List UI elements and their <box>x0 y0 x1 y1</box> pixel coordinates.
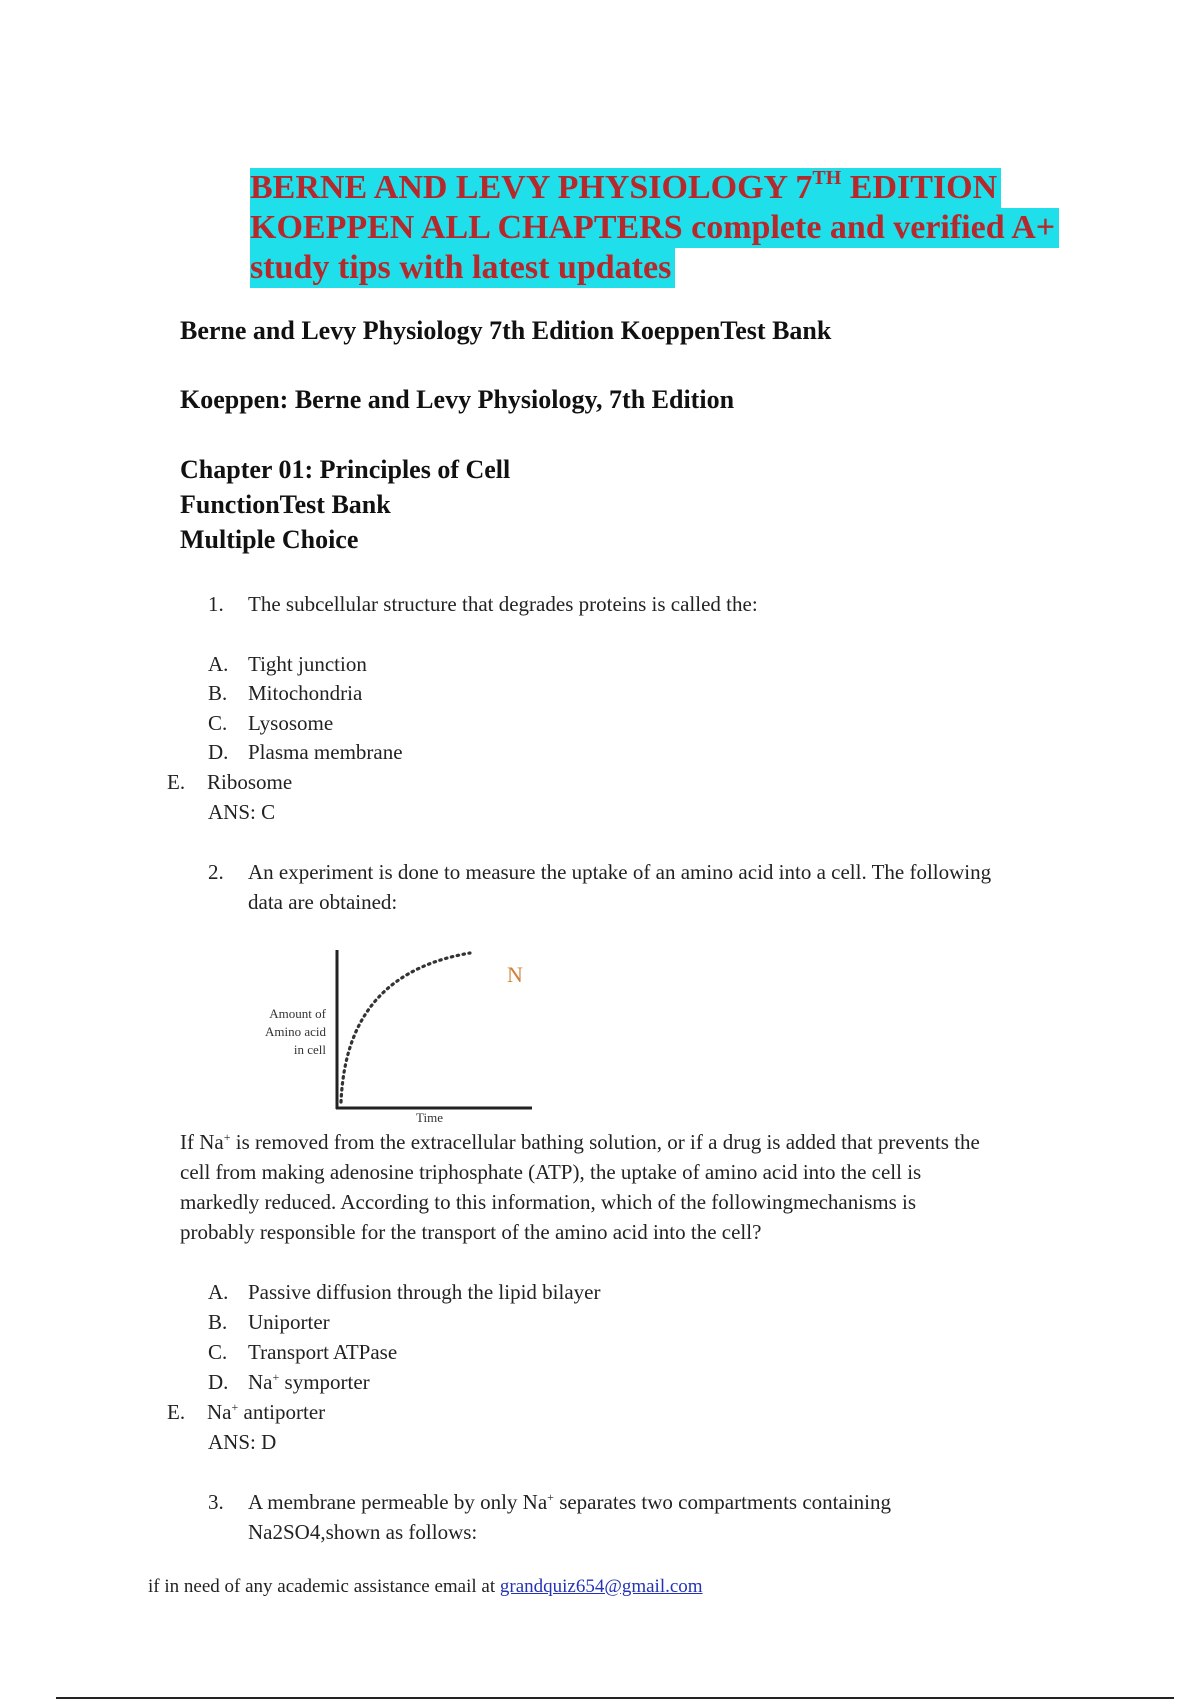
question-3 <box>208 1490 891 1515</box>
q2-option-c: C. Transport ATPase <box>208 1340 398 1364</box>
q1-option-c: C. Lysosome <box>208 711 334 735</box>
q2-paragraph-line1: If Na+ is removed from the extracellular bathing solution, or if a drug is added that prevents the <box>180 1130 980 1154</box>
bottom-rule <box>56 1697 1174 1699</box>
graph-y-label: Amount of Amino acid in cell <box>264 1006 326 1057</box>
email-link[interactable]: grandquiz654@gmail.com <box>499 1576 703 1597</box>
question-text: A membrane permeable by only Na+ separates two compartments containing <box>248 1490 892 1514</box>
q2-paragraph-line2: cell from making adenosine triphosphate (ATP), the uptake of amino acid into the cell is <box>180 1160 922 1184</box>
test-bank-heading: Berne and Levy Physiology 7th Edition KoeppenTest Bank <box>180 316 832 345</box>
title-line-2: KOEPPEN ALL CHAPTERS complete and verified A+ <box>250 208 1059 248</box>
question-2 <box>208 860 991 885</box>
footer-text: if in need of any academic assistance email at <box>148 1576 500 1597</box>
q1-option-a: A. Tight junction <box>208 652 367 676</box>
q2-option-b: B. Uniporter <box>208 1310 330 1334</box>
uptake-curve <box>341 953 470 1102</box>
q2-paragraph-line4: probably responsible for the transport of the amino acid into the cell? <box>180 1220 762 1244</box>
q2-option-a: A. Passive diffusion through the lipid bilayer <box>208 1280 601 1304</box>
chapter-heading: Chapter 01: Principles of Cell <box>180 455 511 484</box>
question-number: 1. <box>208 592 224 616</box>
title-line-1: BERNE AND LEVY PHYSIOLOGY 7TH EDITION <box>250 168 1001 208</box>
q2-paragraph-line3: markedly reduced. According to this information, which of the followingmechanisms is <box>180 1190 917 1214</box>
chapter-heading-line2: FunctionTest Bank <box>180 490 391 519</box>
q2-answer: ANS: D <box>208 1430 277 1454</box>
edition-heading: Koeppen: Berne and Levy Physiology, 7th Edition <box>180 385 735 414</box>
section-heading: Multiple Choice <box>180 525 359 554</box>
question-3-line2: Na2SO4,shown as follows: <box>248 1520 478 1544</box>
q1-option-d: D. Plasma membrane <box>208 740 403 764</box>
graph-x-label: Time <box>416 1110 443 1125</box>
question-1 <box>208 592 758 617</box>
question-number: 3. <box>208 1490 224 1514</box>
question-2-line2: data are obtained: <box>248 890 398 914</box>
q1-option-b: B. Mitochondria <box>208 681 363 705</box>
q1-answer: ANS: C <box>208 800 276 824</box>
question-number: 2. <box>208 860 224 884</box>
q2-option-d: D. Na+ symporter <box>208 1370 370 1394</box>
question-text: The subcellular structure that degrades proteins is called the: <box>248 592 758 616</box>
q1-option-e: E. Ribosome <box>167 770 293 794</box>
title-line-3: study tips with latest updates <box>250 248 675 288</box>
question-text: An experiment is done to measure the uptake of an amino acid into a cell. The following <box>248 860 992 884</box>
page-footer <box>148 1576 703 1598</box>
graph-marker-n: N <box>507 962 523 987</box>
q2-option-e: E. Na+ antiporter <box>167 1400 326 1424</box>
